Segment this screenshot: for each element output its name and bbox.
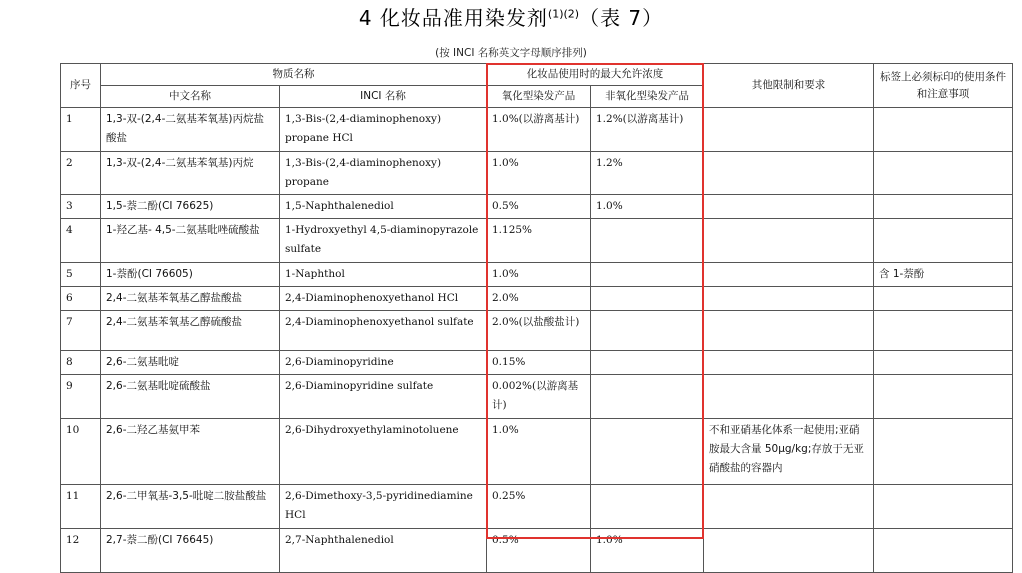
row-number: 3 bbox=[61, 195, 101, 219]
cn-name-cell: 2,4-二氨基苯氧基乙醇硫酸盐 bbox=[101, 311, 280, 351]
label-warnings-cell bbox=[874, 529, 1013, 573]
row-number: 2 bbox=[61, 152, 101, 195]
label-warnings-cell bbox=[874, 219, 1013, 263]
oxidative-conc-cell: 0.5% bbox=[487, 195, 591, 219]
label-warnings-cell: 含 1-萘酚 bbox=[874, 263, 1013, 287]
label-warnings-cell bbox=[874, 287, 1013, 311]
table-body bbox=[61, 108, 1013, 573]
row-number: 6 bbox=[61, 287, 101, 311]
table-row bbox=[61, 529, 1013, 573]
cn-name-cell: 2,6-二羟乙基氨甲苯 bbox=[101, 419, 280, 485]
table-row bbox=[61, 152, 1013, 195]
title-main: 4 化妆品准用染发剂 bbox=[358, 6, 548, 30]
non-oxidative-conc-cell bbox=[591, 263, 704, 287]
table-row bbox=[61, 263, 1013, 287]
label-warnings-cell bbox=[874, 152, 1013, 195]
header-non-oxidative: 非氧化型染发产品 bbox=[591, 86, 704, 108]
row-number: 4 bbox=[61, 219, 101, 263]
inci-name-cell: 1-Hydroxyethyl 4,5-diaminopyrazole sulfate bbox=[280, 219, 487, 263]
header-cn-name: 中文名称 bbox=[101, 86, 280, 108]
oxidative-conc-cell: 2.0% bbox=[487, 287, 591, 311]
non-oxidative-conc-cell: 1.2%(以游离基计) bbox=[591, 108, 704, 152]
non-oxidative-conc-cell: 1.0% bbox=[591, 195, 704, 219]
label-warnings-cell bbox=[874, 311, 1013, 351]
header-inci-name: INCI 名称 bbox=[280, 86, 487, 108]
non-oxidative-conc-cell: 1.0% bbox=[591, 529, 704, 573]
cn-name-cell: 1,5-萘二酚(CI 76625) bbox=[101, 195, 280, 219]
table-row bbox=[61, 219, 1013, 263]
table-row bbox=[61, 108, 1013, 152]
oxidative-conc-cell: 0.15% bbox=[487, 351, 591, 375]
cn-name-cell: 1,3-双-(2,4-二氨基苯氧基)丙烷盐酸盐 bbox=[101, 108, 280, 152]
inci-name-cell: 2,4-Diaminophenoxyethanol sulfate bbox=[280, 311, 487, 351]
subtitle: (按 INCI 名称英文字母顺序排列) bbox=[435, 47, 587, 59]
row-number: 8 bbox=[61, 351, 101, 375]
table-row bbox=[61, 311, 1013, 351]
inci-name-cell: 1,5-Naphthalenediol bbox=[280, 195, 487, 219]
row-number: 5 bbox=[61, 263, 101, 287]
label-warnings-cell bbox=[874, 108, 1013, 152]
table-row bbox=[61, 419, 1013, 485]
oxidative-conc-cell: 1.0%(以游离基计) bbox=[487, 108, 591, 152]
oxidative-conc-cell: 1.0% bbox=[487, 152, 591, 195]
title-note: (1)(2) bbox=[547, 7, 580, 21]
header-oxidative: 氧化型染发产品 bbox=[487, 86, 591, 108]
oxidative-conc-cell: 2.0%(以盐酸盐计) bbox=[487, 311, 591, 351]
other-limits-cell bbox=[704, 219, 874, 263]
non-oxidative-conc-cell bbox=[591, 219, 704, 263]
cn-name-cell: 1,3-双-(2,4-二氨基苯氧基)丙烷 bbox=[101, 152, 280, 195]
header-other-limits: 其他限制和要求 bbox=[704, 64, 874, 108]
header-label-warnings: 标签上必须标印的使用条件和注意事项 bbox=[874, 64, 1013, 108]
header-max-conc: 化妆品使用时的最大允许浓度 bbox=[487, 64, 704, 86]
non-oxidative-conc-cell bbox=[591, 375, 704, 419]
other-limits-cell bbox=[704, 351, 874, 375]
other-limits-cell bbox=[704, 485, 874, 529]
header-seq: 序号 bbox=[61, 64, 101, 108]
table-row bbox=[61, 375, 1013, 419]
oxidative-conc-cell: 1.125% bbox=[487, 219, 591, 263]
cn-name-cell: 2,7-萘二酚(CI 76645) bbox=[101, 529, 280, 573]
label-warnings-cell bbox=[874, 485, 1013, 529]
oxidative-conc-cell: 0.5% bbox=[487, 529, 591, 573]
other-limits-cell bbox=[704, 263, 874, 287]
hair-dye-table bbox=[60, 63, 1013, 573]
other-limits-cell bbox=[704, 529, 874, 573]
label-warnings-cell bbox=[874, 351, 1013, 375]
cn-name-cell: 2,6-二氨基吡啶硫酸盐 bbox=[101, 375, 280, 419]
other-limits-cell bbox=[704, 311, 874, 351]
oxidative-conc-cell: 1.0% bbox=[487, 419, 591, 485]
non-oxidative-conc-cell: 1.2% bbox=[591, 152, 704, 195]
oxidative-conc-cell: 0.002%(以游离基计) bbox=[487, 375, 591, 419]
other-limits-cell: 不和亚硝基化体系一起使用;亚硝胺最大含量 50μg/kg;存放于无亚硝酸盐的容器内 bbox=[704, 419, 874, 485]
inci-name-cell: 2,6-Dimethoxy-3,5-pyridinediamine HCl bbox=[280, 485, 487, 529]
row-number: 10 bbox=[61, 419, 101, 485]
inci-name-cell: 2,6-Diaminopyridine sulfate bbox=[280, 375, 487, 419]
row-number: 9 bbox=[61, 375, 101, 419]
table-row bbox=[61, 287, 1013, 311]
other-limits-cell bbox=[704, 108, 874, 152]
inci-name-cell: 1,3-Bis-(2,4-diaminophenoxy) propane HCl bbox=[280, 108, 487, 152]
inci-name-cell: 2,4-Diaminophenoxyethanol HCl bbox=[280, 287, 487, 311]
row-number: 11 bbox=[61, 485, 101, 529]
non-oxidative-conc-cell bbox=[591, 485, 704, 529]
title-table-ref: （表 7） bbox=[579, 6, 664, 30]
cn-name-cell: 1-羟乙基- 4,5-二氨基吡唑硫酸盐 bbox=[101, 219, 280, 263]
table-row bbox=[61, 485, 1013, 529]
other-limits-cell bbox=[704, 375, 874, 419]
other-limits-cell bbox=[704, 287, 874, 311]
non-oxidative-conc-cell bbox=[591, 419, 704, 485]
label-warnings-cell bbox=[874, 375, 1013, 419]
other-limits-cell bbox=[704, 152, 874, 195]
non-oxidative-conc-cell bbox=[591, 351, 704, 375]
inci-name-cell: 2,6-Diaminopyridine bbox=[280, 351, 487, 375]
cn-name-cell: 1-萘酚(CI 76605) bbox=[101, 263, 280, 287]
oxidative-conc-cell: 0.25% bbox=[487, 485, 591, 529]
oxidative-conc-cell: 1.0% bbox=[487, 263, 591, 287]
header-substance: 物质名称 bbox=[101, 64, 487, 86]
page-title bbox=[0, 2, 1022, 31]
row-number: 1 bbox=[61, 108, 101, 152]
non-oxidative-conc-cell bbox=[591, 311, 704, 351]
row-number: 7 bbox=[61, 311, 101, 351]
inci-name-cell: 1-Naphthol bbox=[280, 263, 487, 287]
table-row bbox=[61, 195, 1013, 219]
inci-name-cell: 2,6-Dihydroxyethylaminotoluene bbox=[280, 419, 487, 485]
cn-name-cell: 2,6-二甲氧基-3,5-吡啶二胺盐酸盐 bbox=[101, 485, 280, 529]
cn-name-cell: 2,4-二氨基苯氧基乙醇盐酸盐 bbox=[101, 287, 280, 311]
label-warnings-cell bbox=[874, 419, 1013, 485]
other-limits-cell bbox=[704, 195, 874, 219]
non-oxidative-conc-cell bbox=[591, 287, 704, 311]
inci-name-cell: 1,3-Bis-(2,4-diaminophenoxy) propane bbox=[280, 152, 487, 195]
row-number: 12 bbox=[61, 529, 101, 573]
label-warnings-cell bbox=[874, 195, 1013, 219]
table-row bbox=[61, 351, 1013, 375]
cn-name-cell: 2,6-二氨基吡啶 bbox=[101, 351, 280, 375]
inci-name-cell: 2,7-Naphthalenediol bbox=[280, 529, 487, 573]
